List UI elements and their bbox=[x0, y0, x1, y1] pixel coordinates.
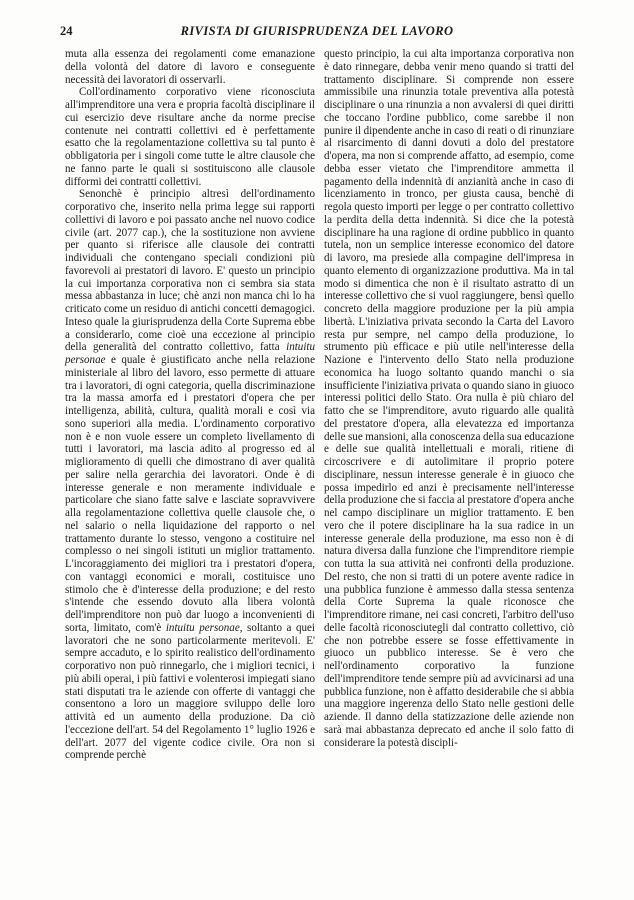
left-column bbox=[65, 48, 315, 762]
text-run: Senonchè è principio altresì dell'ordinamento corporativo che, inserito nella prima legge sui rapporti collettivi di lavoro e poi passato anche nel nuovo codice civile (art. 2077 cap.), che la sostituzione non avviene per quanto si riferisce alle clausole dei contratti individuali che contengano speciali condizioni più favorevoli ai prestatori di lavoro. E' questo un principio la cui importanza corporativa non ci sembra sia stata messa abbastanza in luce; chè anzi non manca chi lo ha criticato come un residuo di antichi concetti demagogici. Inteso quale la giurisprudenza della Corte Suprema ebbe a considerarlo, come cioè una eccezione al principio della generalità del contratto collettivo, fatta bbox=[65, 188, 315, 354]
text-run: , soltanto a quei lavoratori che ne sono particolarmente meritevoli. E' sempre accaduto, e lo spirito realistico dell'ordinamento corporativo non può rinnegarlo, che i migliori tecnici, i più abili operai, i più fattivi e volenterosi impiegati siano stati disputati tra le aziende con offerte di vantaggi che consentono a loro un maggiore sviluppo delle loro attività ed un aumento della produzione. Da ciò l'eccezione dell'art. 54 del Regolamento 1° luglio 1926 e dell'art. 2077 del vigente codice civile. Ora non si comprende perchè bbox=[65, 621, 315, 762]
page-number: 24 bbox=[60, 24, 73, 38]
page-header bbox=[60, 24, 574, 40]
paragraph: Coll'ordinamento corporativo viene riconosciuta all'imprenditore una vera e propria facoltà disciplinare il cui esercizio deve risultare anche da norme precise contenute nei contratti collettivi ed è perfettamente esatto che la regolamentazione collettiva su tal punto è obbligatoria per i singoli come tutte le altre clausole che ne fanno parte le quali si sostituiscono alle clausole difformi dei contratti collettivi. bbox=[65, 86, 315, 188]
paragraph bbox=[65, 188, 315, 762]
italic-term: intuitu personae bbox=[165, 621, 240, 634]
running-title: RIVISTA DI GIURISPRUDENZA DEL LAVORO bbox=[180, 24, 454, 38]
italic-term: intuitu personae bbox=[65, 341, 315, 366]
text-run: e quale è giustificato anche nella relazione ministeriale al libro del lavoro, esso permette di attuare tra i lavoratori, di ogni categoria, quella discriminazione tra la massa amorfa ed i prestatori d'opera che per intelligenza, abilità, cultura, qualità morali e così via sono superiori alla media. L'ordinamento corporativo non è e non vuole essere un completo livellamento di tutti i lavoratori, ma lascia adito al progresso ed al miglioramento di quelli che dimostrano di aver qualità per salire nella gerarchia dei lavoratori. Onde è di interesse generale e non meramente individuale e particolare che siano fatte salve e lasciate sopravvivere alla regolamentazione collettiva quelle clausole che, o nel salario o nella liquidazione del rapporto o nel trattamento durante lo stesso, vengono a costituire nel complesso o nei singoli istituti un miglior trattamento. L'incoraggiamento dei migliori tra i prestatori d'opera, con vantaggi economici e morali, costituisce uno stimolo che è d'interesse della produzione; e del resto s'intende che essendo dovuto alla libera volontà dell'imprenditore non può dar luogo a inconvenienti di sorta, limitato, com'è bbox=[65, 354, 315, 634]
right-column bbox=[324, 48, 574, 749]
paragraph: muta alla essenza dei regolamenti come emanazione della volontà del datore di lavoro e conseguente necessità dei lavoratori di osservarli. bbox=[65, 48, 315, 86]
paragraph: questo principio, la cui alta importanza corporativa non è dato rinnegare, debba venir meno quando si tratti del trattamento disciplinare. Si comprende non essere ammissibile una rinunzia totale preventiva alla potestà disciplinare o una rinunzia a non avvalersi di quei diritti che toccano l'ordine pubblico, come sarebbe il non punire il dipendente anche in caso di reati o di rinunziare al risarcimento di danni dovuti a dolo del prestatore d'opera, ma non si comprende affatto, ad esempio, come debba esser vietato che l'imprenditore ammetta il pagamento della indennità di anzianità anche in caso di licenziamento in tronco, per giusta causa, benchè di regola questo importi per legge o per contratto collettivo la perdita della detta indennità. Si dice che la potestà disciplinare ha una ragione di ordine pubblico in quanto tutela, non un semplice interesse economico del datore di lavoro, ma presiede alla compagine dell'impresa in quanto elemento di organizzazione produttiva. Ma in tal modo si dimentica che non è il risultato astratto di un interesse collettivo che si vuol raggiungere, bensì quello concreto della maggiore produzione per la più ampia libertà. L'iniziativa privata secondo la Carta del Lavoro resta pur sempre, nel campo della produzione, lo strumento più efficace e più utile nell'interesse della Nazione e l'intervento dello Stato nella produzione economica ha luogo soltanto quando manchi o sia insufficiente l'iniziativa privata o quando siano in giuoco interessi politici dello Stato. Ora nulla è più chiaro del fatto che se l'imprenditore, avuto riguardo alle qualità del prestatore d'opera, alla elevatezza ed importanza delle sue mansioni, alla conoscenza della sua educazione e delle sue qualità intellettuali e morali, ritiene di circoscrivere e di autolimitare il proprio potere disciplinare, nessun interesse generale è in giuoco che possa impedirlo ed anzi è precisamente nell'interesse della produzione che si faccia al prestatore d'opera anche nel campo disciplinare un miglior trattamento. E ben vero che il potere disciplinare ha la sua radice in un interesse generale della produzione, ma esso non è di natura diversa dalla funzione che l'imprenditore riempie con tutta la sua attività nei confronti della produzione. Del resto, che non si tratti di un potere avente radice in una pubblica funzione è ammesso dalla stessa sentenza della Corte Suprema la quale riconosce che l'imprenditore rimane, nei casi concreti, l'arbitro dell'uso delle facoltà riconosciutegli dal contratto collettivo, ciò che non potrebbe essere se fosse effettivamente in giuoco un pubblico interesse. Se è vero che nell'ordinamento corporativo la funzione dell'imprenditore tende sempre più ad avvicinarsi ad una pubblica funzione, non è affatto desiderabile che si abbia una maggiore ingerenza dello Stato nelle gestioni delle aziende. Il danno della statizzazione delle aziende non sarà mai abbastanza deprecato ed anche il solo fatto di considerare la potestà discipli- bbox=[324, 48, 574, 749]
